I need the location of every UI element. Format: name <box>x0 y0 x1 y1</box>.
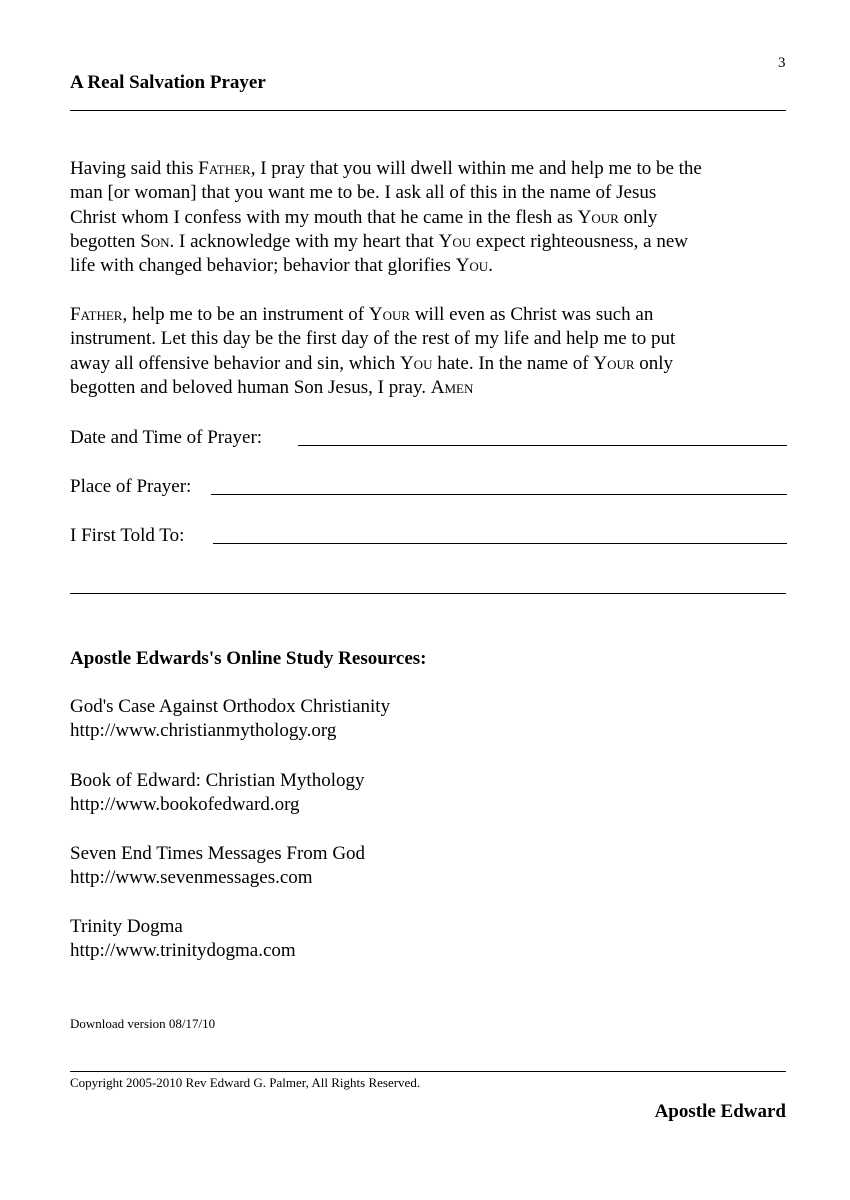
resource-link[interactable]: http://www.sevenmessages.com <box>70 867 313 889</box>
place-field[interactable] <box>211 494 787 495</box>
text-line <box>70 230 800 254</box>
text-line <box>70 206 800 230</box>
prayer-paragraph-2 <box>70 303 800 400</box>
resource-item <box>70 915 296 964</box>
resource-title: Book of Edward: Christian Mythology <box>70 770 365 791</box>
text-segment: hate. In the name of <box>432 352 594 374</box>
text-segment: begotten and beloved human Son Jesus, I pray. <box>70 376 431 398</box>
small-caps-word: Your <box>368 304 411 325</box>
date-time-label: Date and Time of Prayer: <box>70 427 263 448</box>
text-line <box>70 254 800 278</box>
place-label: Place of Prayer: <box>70 476 192 497</box>
resource-title: God's Case Against Orthodox Christianity <box>70 696 391 717</box>
resource-item <box>70 842 365 891</box>
resource-item <box>70 695 390 744</box>
date-time-field[interactable] <box>298 445 787 446</box>
resource-link[interactable]: http://www.christianmythology.org <box>70 720 337 742</box>
page-title: A Real Salvation Prayer <box>70 72 266 93</box>
first-told-label: I First Told To: <box>70 525 185 546</box>
text-line <box>70 352 800 376</box>
text-line <box>70 181 800 205</box>
first-told-field[interactable] <box>213 543 787 544</box>
text-line <box>70 157 800 181</box>
small-caps-word: Amen <box>430 376 474 398</box>
text-segment: will even as Christ was such an <box>410 304 654 325</box>
text-segment: begotten <box>70 230 141 252</box>
text-line <box>70 327 800 351</box>
text-segment: instrument. Let this day be the first day of the rest of my life and help me to put <box>70 328 676 350</box>
text-segment: expect righteousness, a new <box>471 230 688 252</box>
small-caps-word: You <box>438 230 472 252</box>
prayer-paragraph-1 <box>70 157 800 278</box>
text-segment: . <box>488 255 493 277</box>
text-segment: Christ whom I confess with my mouth that he came in the flesh as <box>70 206 578 228</box>
title-divider <box>70 110 786 111</box>
page-number: 3 <box>778 55 786 71</box>
text-segment: man [or woman] that you want me to be. I ask all of this in the name of Jesus <box>70 182 657 204</box>
text-segment: , help me to be an instrument of <box>122 304 369 325</box>
small-caps-word: Your <box>577 206 619 228</box>
text-line <box>70 303 800 327</box>
resource-item <box>70 769 364 818</box>
resource-link[interactable]: http://www.trinitydogma.com <box>70 940 296 962</box>
text-segment: only <box>618 206 658 228</box>
text-line <box>70 376 800 400</box>
text-segment: , I pray that you will dwell within me and help me to be the <box>250 158 702 179</box>
section-divider <box>70 593 786 594</box>
resource-link[interactable]: http://www.bookofedward.org <box>70 794 300 816</box>
download-version: Download version 08/17/10 <box>70 1016 216 1031</box>
small-caps-word: Father <box>198 158 251 179</box>
resource-title: Seven End Times Messages From God <box>70 843 366 864</box>
footer-divider <box>70 1071 786 1072</box>
small-caps-word: You <box>399 352 433 374</box>
small-caps-word: Father <box>70 304 123 325</box>
small-caps-word: Son <box>140 230 170 252</box>
text-segment: Having said this <box>70 158 199 179</box>
author-signature: Apostle Edward <box>654 1101 786 1122</box>
small-caps-word: Your <box>593 352 635 374</box>
text-segment: only <box>634 352 674 374</box>
small-caps-word: You <box>455 255 489 277</box>
resources-heading: Apostle Edwards's Online Study Resources: <box>70 648 427 669</box>
text-segment: life with changed behavior; behavior that glorifies <box>70 255 456 277</box>
copyright-notice: Copyright 2005-2010 Rev Edward G. Palmer, All Rights Reserved. <box>70 1075 421 1090</box>
text-segment: . I acknowledge with my heart that <box>169 230 439 252</box>
text-segment: away all offensive behavior and sin, which <box>70 352 400 374</box>
resource-title: Trinity Dogma <box>70 916 183 937</box>
